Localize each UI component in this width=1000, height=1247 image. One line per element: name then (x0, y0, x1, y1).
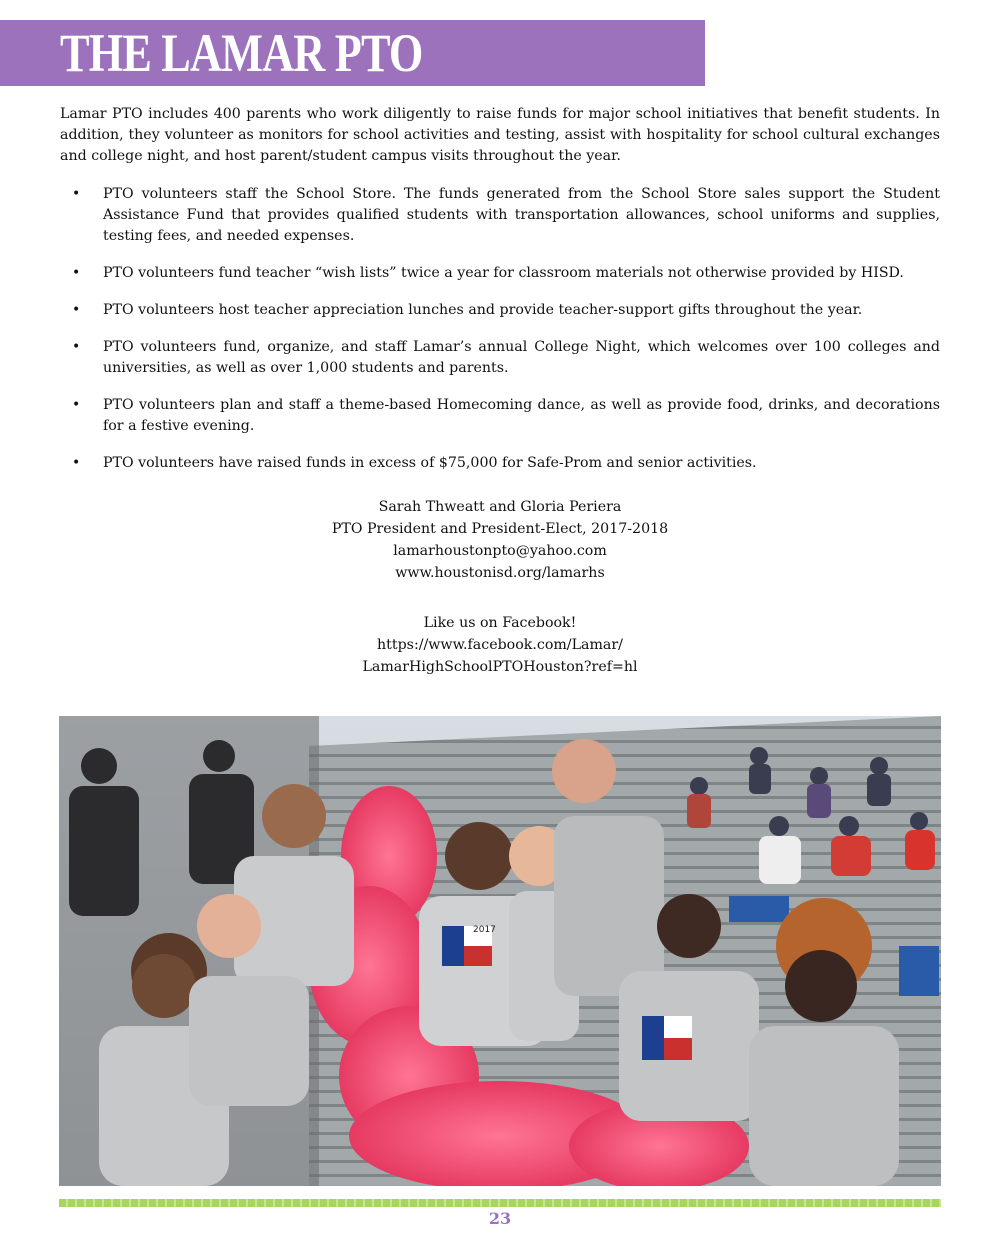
bullet-list (60, 184, 940, 490)
page-number: 23 (488, 1209, 512, 1228)
website-link[interactable]: www.houstonisd.org/lamarhs (395, 565, 605, 581)
intro-paragraph: Lamar PTO includes 400 parents who work diligently to raise funds for major school initiatives that benefit students. In addition, they volunteer as monitors for school activities and testing, assist with hospitality for school cultural exchanges and college night, and host parent/student campus visits throughout the year. (60, 106, 940, 164)
contact-names: Sarah Thweatt and Gloria Periera (378, 499, 622, 515)
list-item: • PTO volunteers staff the School Store. The funds generated from the School Store sales support the Student Assistance Fund that provides qualified students with transportation allowances, school uniforms and supplies, testing fees, and needed expenses. (60, 184, 940, 247)
facebook-link-line1[interactable]: https://www.facebook.com/Lamar/ (377, 637, 623, 653)
footer-divider (59, 1199, 941, 1207)
list-item: • PTO volunteers host teacher appreciation lunches and provide teacher-support gifts throughout the year. (60, 300, 940, 321)
facebook-link-line2[interactable]: LamarHighSchoolPTOHouston?ref=hl (362, 659, 638, 675)
students-photo (59, 716, 941, 1186)
list-item: • PTO volunteers fund teacher “wish lists” twice a year for classroom materials not otherwise provided by HISD. (60, 263, 940, 284)
photo-illustration (59, 716, 941, 1186)
contact-role: PTO President and President-Elect, 2017-2018 (331, 521, 669, 537)
shirt-text: 2017 (473, 925, 496, 935)
facebook-heading: Like us on Facebook! (423, 615, 577, 631)
contact-email[interactable]: lamarhoustonpto@yahoo.com (393, 543, 607, 559)
page-title: THE LAMAR PTO (60, 23, 423, 83)
list-item: • PTO volunteers fund, organize, and staff Lamar’s annual College Night, which welcomes over 100 colleges and universities, as well as over 1,000 students and parents. (60, 337, 940, 379)
list-item: • PTO volunteers plan and staff a theme-based Homecoming dance, as well as provide food, drinks, and decorations for a festive evening. (60, 395, 940, 437)
list-item: • PTO volunteers have raised funds in excess of $75,000 for Safe-Prom and senior activities. (60, 453, 940, 474)
